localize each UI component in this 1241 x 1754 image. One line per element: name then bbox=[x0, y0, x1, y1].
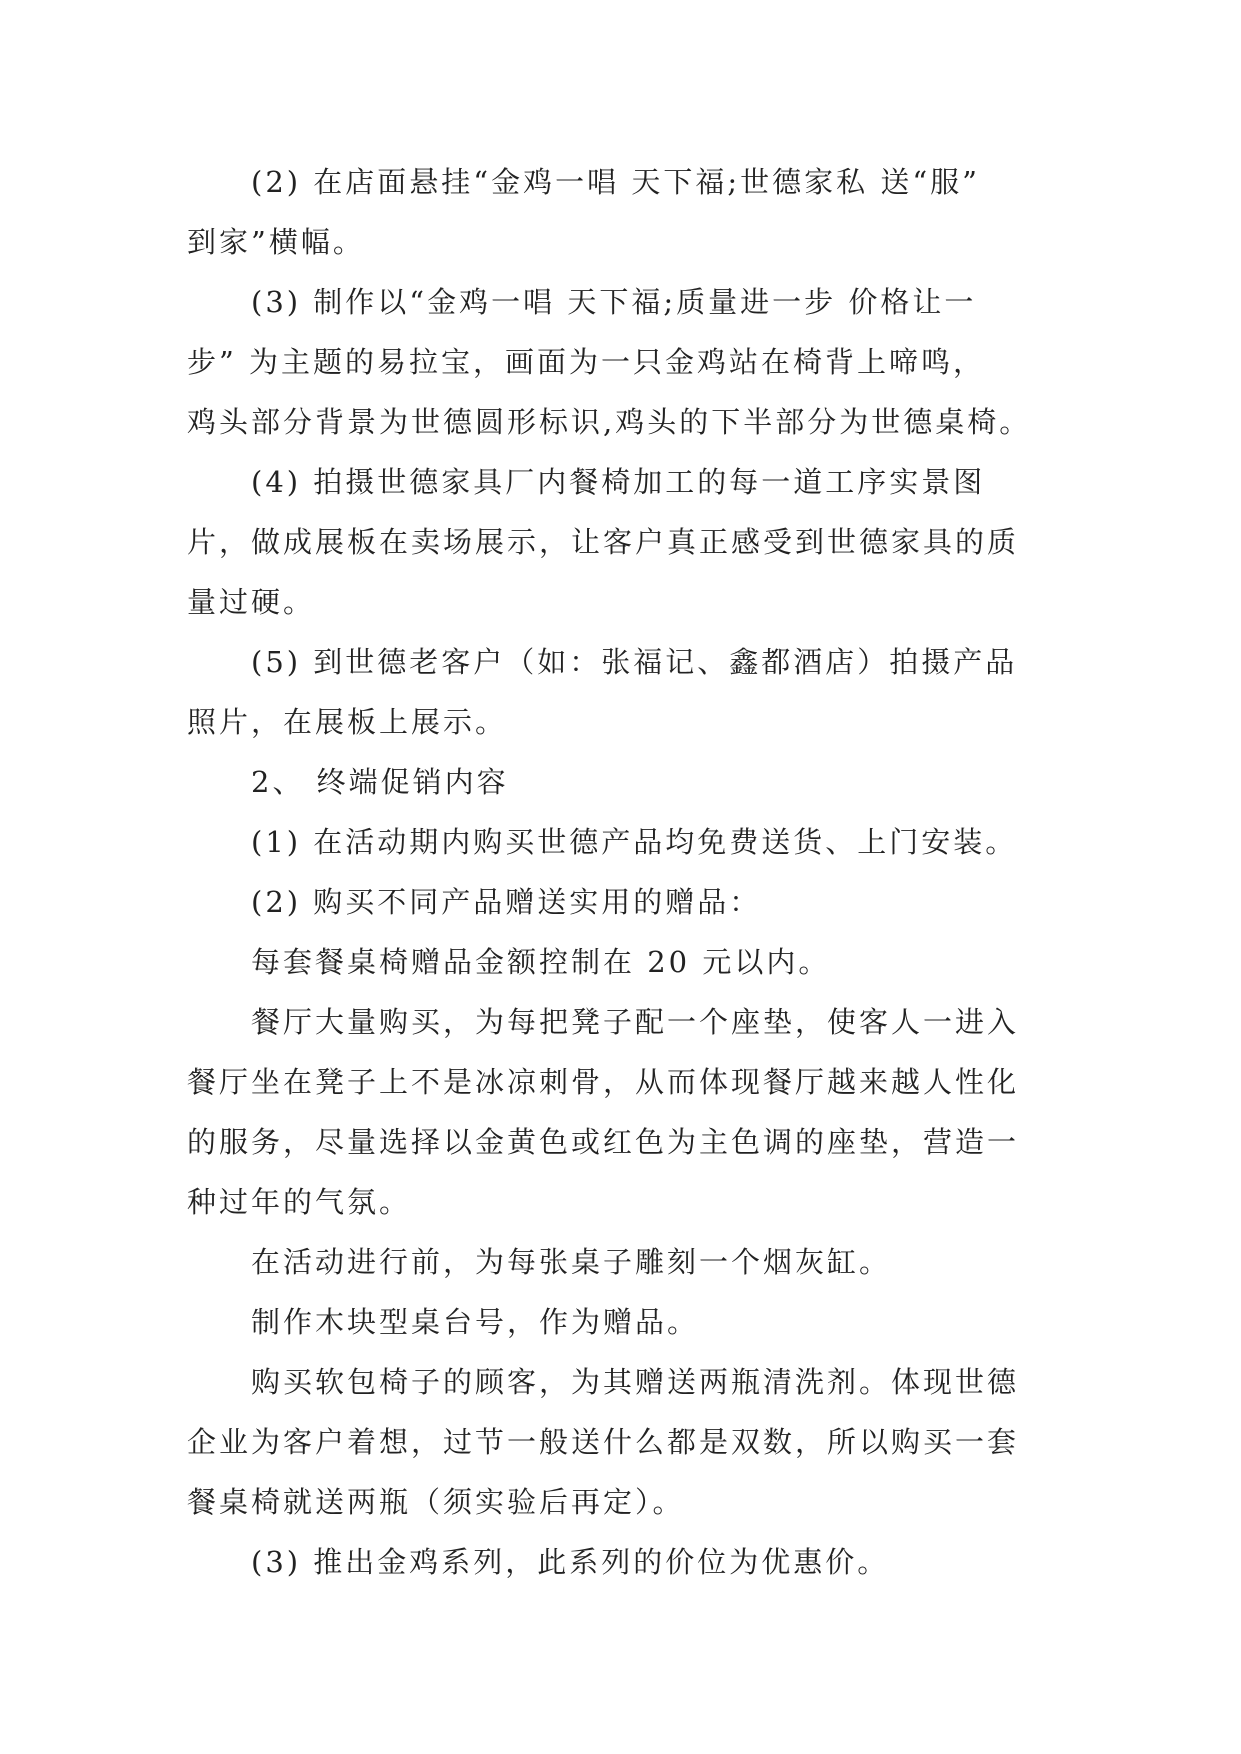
text-line: 购买软包椅子的顾客，为其赠送两瓶清洗剂。体现世德 bbox=[251, 1365, 1020, 1399]
paragraph-customer-photos bbox=[187, 632, 1057, 752]
paragraph-golden-rooster-series bbox=[187, 1532, 1057, 1592]
text-line: 企业为客户着想，过节一般送什么都是双数，所以购买一套 bbox=[187, 1425, 1020, 1459]
text-line: 照片，在展板上展示。 bbox=[187, 705, 508, 739]
paragraph-rollup-banner bbox=[187, 272, 1057, 452]
text-line: 在活动进行前，为每张桌子雕刻一个烟灰缸。 bbox=[251, 1245, 892, 1279]
paragraph-gift-budget bbox=[187, 932, 1057, 992]
text-line: (1) 在活动期内购买世德产品均免费送货、上门安装。 bbox=[251, 825, 1018, 859]
paragraph-factory-photos bbox=[187, 452, 1057, 632]
text-line: 餐桌椅就送两瓶（须实验后再定）。 bbox=[187, 1485, 685, 1519]
paragraph-gifts bbox=[187, 872, 1057, 932]
paragraph-table-number bbox=[187, 1292, 1057, 1352]
paragraph-cleaner-gift bbox=[187, 1352, 1057, 1532]
text-line: 片，做成展板在卖场展示，让客户真正感受到世德家具的质 bbox=[187, 525, 1020, 559]
paragraph-cushions bbox=[187, 992, 1057, 1232]
paragraph-ashtray bbox=[187, 1232, 1057, 1292]
text-line: 鸡头部分背景为世德圆形标识,鸡头的下半部分为世德桌椅。 bbox=[187, 405, 1032, 439]
document-body bbox=[187, 152, 1057, 1592]
text-line: (4) 拍摄世德家具厂内餐椅加工的每一道工序实景图 bbox=[251, 465, 986, 499]
text-line: (2) 购买不同产品赠送实用的赠品： bbox=[251, 885, 762, 919]
text-line: (3) 制作以“金鸡一唱 天下福;质量进一步 价格让一 bbox=[251, 285, 977, 319]
section-heading: 2、 终端促销内容 bbox=[251, 765, 509, 799]
text-line: 步” 为主题的易拉宝，画面为一只金鸡站在椅背上啼鸣， bbox=[187, 345, 986, 379]
text-line: 量过硬。 bbox=[187, 585, 316, 619]
text-line: 到家”横幅。 bbox=[187, 225, 365, 259]
text-line: 种过年的气氛。 bbox=[187, 1185, 412, 1219]
text-line: 每套餐桌椅赠品金额控制在 20 元以内。 bbox=[251, 945, 831, 979]
text-line: (3) 推出金鸡系列，此系列的价位为优惠价。 bbox=[251, 1545, 890, 1579]
section-heading-promotion bbox=[187, 752, 1057, 812]
text-line: 餐厅大量购买，为每把凳子配一个座垫，使客人一进入 bbox=[251, 1005, 1020, 1039]
paragraph-free-delivery bbox=[187, 812, 1057, 872]
text-line: (2) 在店面悬挂“金鸡一唱 天下福;世德家私 送“服” bbox=[251, 165, 980, 199]
text-line: (5) 到世德老客户（如：张福记、鑫都酒店）拍摄产品 bbox=[251, 645, 1018, 679]
text-line: 的服务，尽量选择以金黄色或红色为主色调的座垫，营造一 bbox=[187, 1125, 1020, 1159]
text-line: 制作木块型桌台号，作为赠品。 bbox=[251, 1305, 700, 1339]
paragraph-storefront-banner bbox=[187, 152, 1057, 272]
text-line: 餐厅坐在凳子上不是冰凉刺骨，从而体现餐厅越来越人性化 bbox=[187, 1065, 1020, 1099]
